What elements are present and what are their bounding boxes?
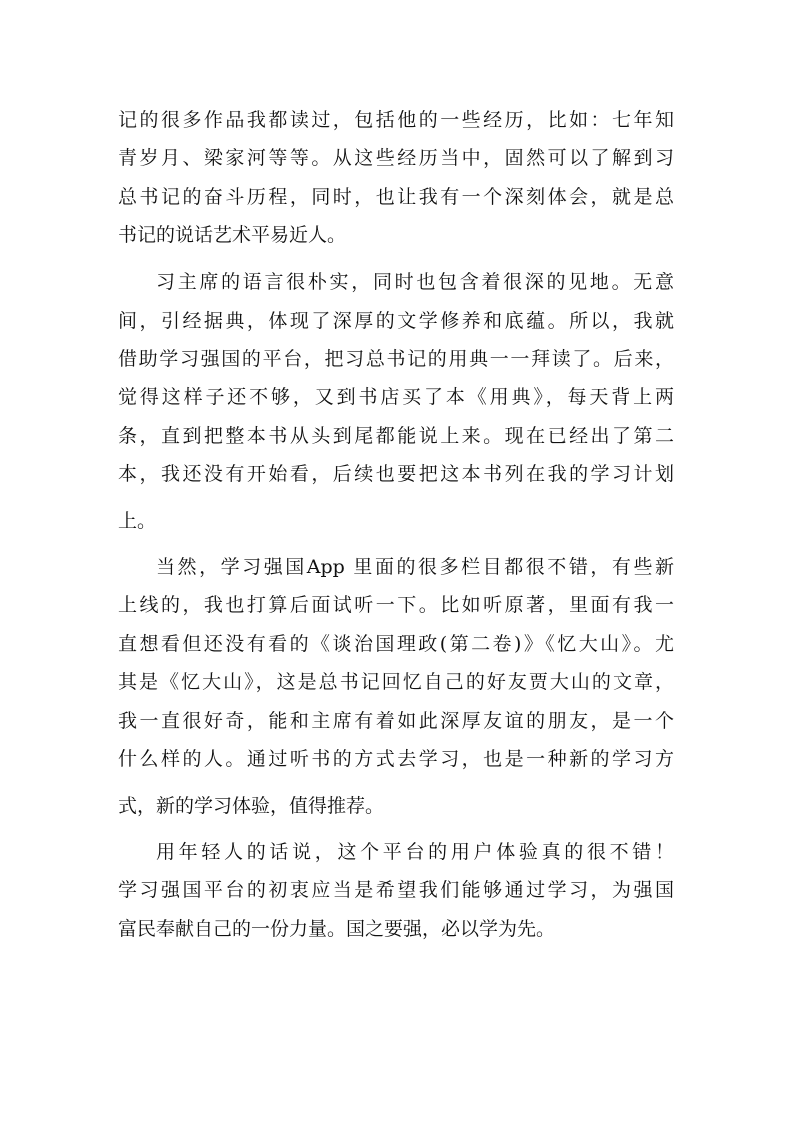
- text-line: 式，新的学习体验，值得推荐。: [118, 795, 385, 817]
- text-line: 直想看但还没有看的《谈治国理政(第二卷)》《忆大山》。尤: [118, 633, 674, 655]
- text-line: 总书记的奋斗历程，同时，也让我有一个深刻体会，就是总: [118, 186, 674, 208]
- text-line: 记的很多作品我都读过，包括他的一些经历，比如：七年知: [118, 109, 674, 131]
- text-line: 学习强国平台的初衷应当是希望我们能够通过学习，为强国: [118, 879, 674, 901]
- text-line: 上。: [118, 510, 157, 532]
- text-line: 富民奉献自己的一份力量。国之要强，必以学为先。: [118, 918, 556, 940]
- text-line: 本，我还没有开始看，后续也要把这本书列在我的学习计划: [118, 463, 674, 485]
- paragraph-first-line: 习主席的语言很朴实，同时也包含着很深的见地。无意: [156, 271, 674, 293]
- paragraph-first-line: 用年轻人的话说，这个平台的用户体验真的很不错！: [156, 841, 674, 863]
- text-line: 觉得这样子还不够，又到书店买了本《用典》，每天背上两: [118, 386, 674, 408]
- text-line: 什么样的人。通过听书的方式去学习，也是一种新的学习方: [118, 748, 674, 770]
- text-line: 其是《忆大山》，这是总书记回忆自己的好友贾大山的文章，: [118, 671, 674, 693]
- text-line: 上线的，我也打算后面试听一下。比如听原著，里面有我一: [118, 594, 674, 616]
- text-line: 借助学习强国的平台，把习总书记的用典一一拜读了。后来，: [118, 348, 674, 370]
- paragraph-first-line: 当然，学习强国App 里面的很多栏目都很不错，有些新: [156, 556, 674, 578]
- text-line: 青岁月、梁家河等等。从这些经历当中，固然可以了解到习: [118, 147, 674, 169]
- text-line: 书记的说话艺术平易近人。: [118, 224, 347, 246]
- text-line: 间，引经据典，体现了深厚的文学修养和底蕴。所以，我就: [118, 310, 674, 332]
- text-line: 条，直到把整本书从头到尾都能说上来。现在已经出了第二: [118, 425, 674, 447]
- text-line: 我一直很好奇，能和主席有着如此深厚友谊的朋友，是一个: [118, 710, 674, 732]
